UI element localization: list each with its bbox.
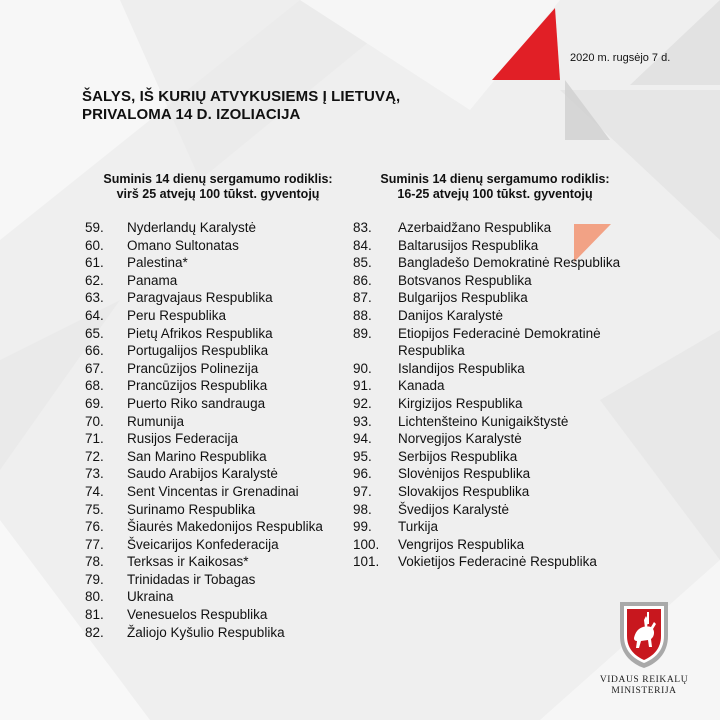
country-name: Norvegijos Karalystė: [398, 431, 522, 447]
coat-of-arms-icon: [614, 598, 674, 670]
country-name: Kanada: [398, 378, 445, 394]
list-item: [85, 377, 350, 395]
item-number: 73.: [85, 466, 104, 482]
item-number: 87.: [353, 290, 372, 306]
item-number: 85.: [353, 255, 372, 271]
country-name: Ukraina: [127, 589, 174, 605]
item-number: 98.: [353, 501, 372, 517]
list-item: [353, 501, 635, 519]
ministry-name-line-2: MINISTERIJA: [611, 686, 677, 696]
item-number: 77.: [85, 536, 104, 552]
left-heading-line-2: virš 25 atvejų 100 tūkst. gyventojų: [116, 187, 320, 201]
list-item: [85, 624, 350, 642]
list-item: [85, 395, 350, 413]
item-number: 70.: [85, 413, 104, 429]
country-name: Etiopijos Federacinė Demokratinė Respublika: [398, 325, 601, 359]
country-name: Danijos Karalystė: [398, 307, 504, 323]
item-number: 69.: [85, 395, 104, 411]
item-number: 95.: [353, 448, 372, 464]
right-column-heading: [360, 172, 630, 202]
list-item: [353, 536, 635, 554]
country-name: Kirgizijos Respublika: [398, 395, 523, 411]
item-number: 59.: [85, 220, 104, 235]
item-number: 64.: [85, 307, 104, 323]
item-number: 84.: [353, 237, 372, 253]
list-item: [353, 325, 635, 360]
list-item: [85, 536, 350, 554]
country-name: Pietų Afrikos Respublika: [127, 325, 273, 341]
country-name: Baltarusijos Respublika: [398, 237, 539, 253]
list-item: [353, 219, 635, 237]
list-item: [85, 219, 350, 237]
item-number: 60.: [85, 237, 104, 253]
title-line-1: ŠALYS, IŠ KURIŲ ATVYKUSIEMS Į LIETUVĄ,: [82, 88, 401, 105]
list-item: [85, 518, 350, 536]
item-number: 74.: [85, 483, 104, 499]
ministry-logo: [594, 598, 694, 697]
country-name: Terksas ir Kaikosas*: [127, 554, 249, 570]
item-number: 72.: [85, 448, 104, 464]
country-name: Švedijos Karalystė: [398, 501, 510, 517]
list-item: [85, 307, 350, 325]
item-number: 62.: [85, 272, 104, 288]
country-name: Saudo Arabijos Karalystė: [127, 466, 278, 482]
country-name: Omano Sultonatas: [127, 237, 239, 253]
country-name: Peru Respublika: [127, 307, 227, 323]
right-heading-line-1: Suminis 14 dienų sergamumo rodiklis:: [380, 172, 610, 186]
item-number: 93.: [353, 413, 372, 429]
item-number: 61.: [85, 255, 104, 271]
list-item: [85, 237, 350, 255]
list-item: [353, 553, 635, 571]
item-number: 82.: [85, 624, 104, 640]
list-item: [353, 360, 635, 378]
right-heading-line-2: 16-25 atvejų 100 tūkst. gyventojų: [397, 187, 593, 201]
item-number: 90.: [353, 360, 372, 376]
item-number: 88.: [353, 307, 372, 323]
list-item: [85, 289, 350, 307]
item-number: 67.: [85, 360, 104, 376]
country-name: Lichtenšteino Kunigaikštystė: [398, 413, 569, 429]
country-name: Serbijos Respublika: [398, 448, 518, 464]
list-item: [85, 325, 350, 343]
item-number: 78.: [85, 554, 104, 570]
list-item: [85, 430, 350, 448]
country-name: Vengrijos Respublika: [398, 536, 525, 552]
list-item: [85, 483, 350, 501]
left-column-heading: [86, 172, 350, 202]
list-item: [85, 606, 350, 624]
list-item: [85, 254, 350, 272]
list-item: [353, 307, 635, 325]
list-item: [353, 377, 635, 395]
item-number: 86.: [353, 272, 372, 288]
country-name: Botsvanos Respublika: [398, 272, 532, 288]
item-number: 76.: [85, 519, 104, 535]
item-number: 92.: [353, 395, 372, 411]
item-number: 75.: [85, 501, 104, 517]
left-heading-line-1: Suminis 14 dienų sergamumo rodiklis:: [103, 172, 333, 186]
item-number: 83.: [353, 220, 372, 235]
country-name: Venesuelos Respublika: [127, 607, 268, 623]
list-item: [85, 413, 350, 431]
country-name: Šveicarijos Konfederacija: [127, 536, 279, 552]
country-name: Turkija: [398, 519, 439, 535]
country-name: Nyderlandų Karalystė: [127, 220, 257, 235]
list-item: [85, 360, 350, 378]
list-item: [353, 272, 635, 290]
item-number: 100.: [353, 536, 380, 552]
item-number: 94.: [353, 431, 372, 447]
country-name: Rumunija: [127, 413, 185, 429]
list-item: [85, 571, 350, 589]
list-item: [353, 254, 635, 272]
country-name: Surinamo Respublika: [127, 501, 256, 517]
item-number: 96.: [353, 466, 372, 482]
item-number: 91.: [353, 378, 372, 394]
item-number: 101.: [353, 554, 380, 570]
date-label: 2020 m. rugsėjo 7 d.: [570, 52, 671, 64]
country-name: San Marino Respublika: [127, 448, 267, 464]
item-number: 71.: [85, 431, 104, 447]
title-line-2: PRIVALOMA 14 D. IZOLIACIJA: [82, 106, 301, 123]
list-item: [85, 272, 350, 290]
country-name: Portugalijos Respublika: [127, 343, 269, 359]
country-name: Puerto Riko sandrauga: [127, 395, 266, 411]
list-item: [353, 483, 635, 501]
item-number: 65.: [85, 325, 104, 341]
item-number: 97.: [353, 483, 372, 499]
country-name: Azerbaidžano Respublika: [398, 220, 552, 235]
country-name: Prancūzijos Respublika: [127, 378, 268, 394]
item-number: 66.: [85, 343, 104, 359]
list-item: [353, 289, 635, 307]
item-number: 99.: [353, 519, 372, 535]
country-name: Trinidadas ir Tobagas: [127, 571, 256, 587]
country-name: Bangladešo Demokratinė Respublika: [398, 255, 621, 271]
ministry-name-line-1: VIDAUS REIKALŲ: [599, 675, 689, 685]
item-number: 63.: [85, 290, 104, 306]
page-title: [82, 88, 400, 124]
country-name: Bulgarijos Respublika: [398, 290, 528, 306]
country-name: Žaliojo Kyšulio Respublika: [127, 624, 285, 640]
list-item: [353, 413, 635, 431]
list-item: [353, 237, 635, 255]
list-item: [353, 430, 635, 448]
list-item: [85, 501, 350, 519]
country-name: Slovakijos Respublika: [398, 483, 530, 499]
list-item: [85, 465, 350, 483]
list-item: [353, 518, 635, 536]
list-item: [353, 448, 635, 466]
country-name: Paragvajaus Respublika: [127, 290, 273, 306]
list-item: [353, 395, 635, 413]
item-number: 79.: [85, 571, 104, 587]
list-item: [85, 588, 350, 606]
country-name: Vokietijos Federacinė Respublika: [398, 554, 597, 570]
left-country-list: [85, 219, 350, 641]
country-name: Rusijos Federacija: [127, 431, 239, 447]
country-name: Šiaurės Makedonijos Respublika: [127, 519, 323, 535]
list-item: [85, 553, 350, 571]
ministry-name: [594, 675, 694, 697]
item-number: 80.: [85, 589, 104, 605]
list-item: [353, 465, 635, 483]
item-number: 81.: [85, 607, 104, 623]
country-name: Panama: [127, 272, 178, 288]
country-name: Prancūzijos Polinezija: [127, 360, 259, 376]
item-number: 89.: [353, 325, 372, 341]
list-item: [85, 342, 350, 360]
right-country-list: [353, 219, 635, 571]
item-number: 68.: [85, 378, 104, 394]
country-name: Islandijos Respublika: [398, 360, 525, 376]
country-name: Palestina*: [127, 255, 188, 271]
country-name: Slovėnijos Respublika: [398, 466, 531, 482]
list-item: [85, 448, 350, 466]
country-name: Sent Vincentas ir Grenadinai: [127, 483, 299, 499]
